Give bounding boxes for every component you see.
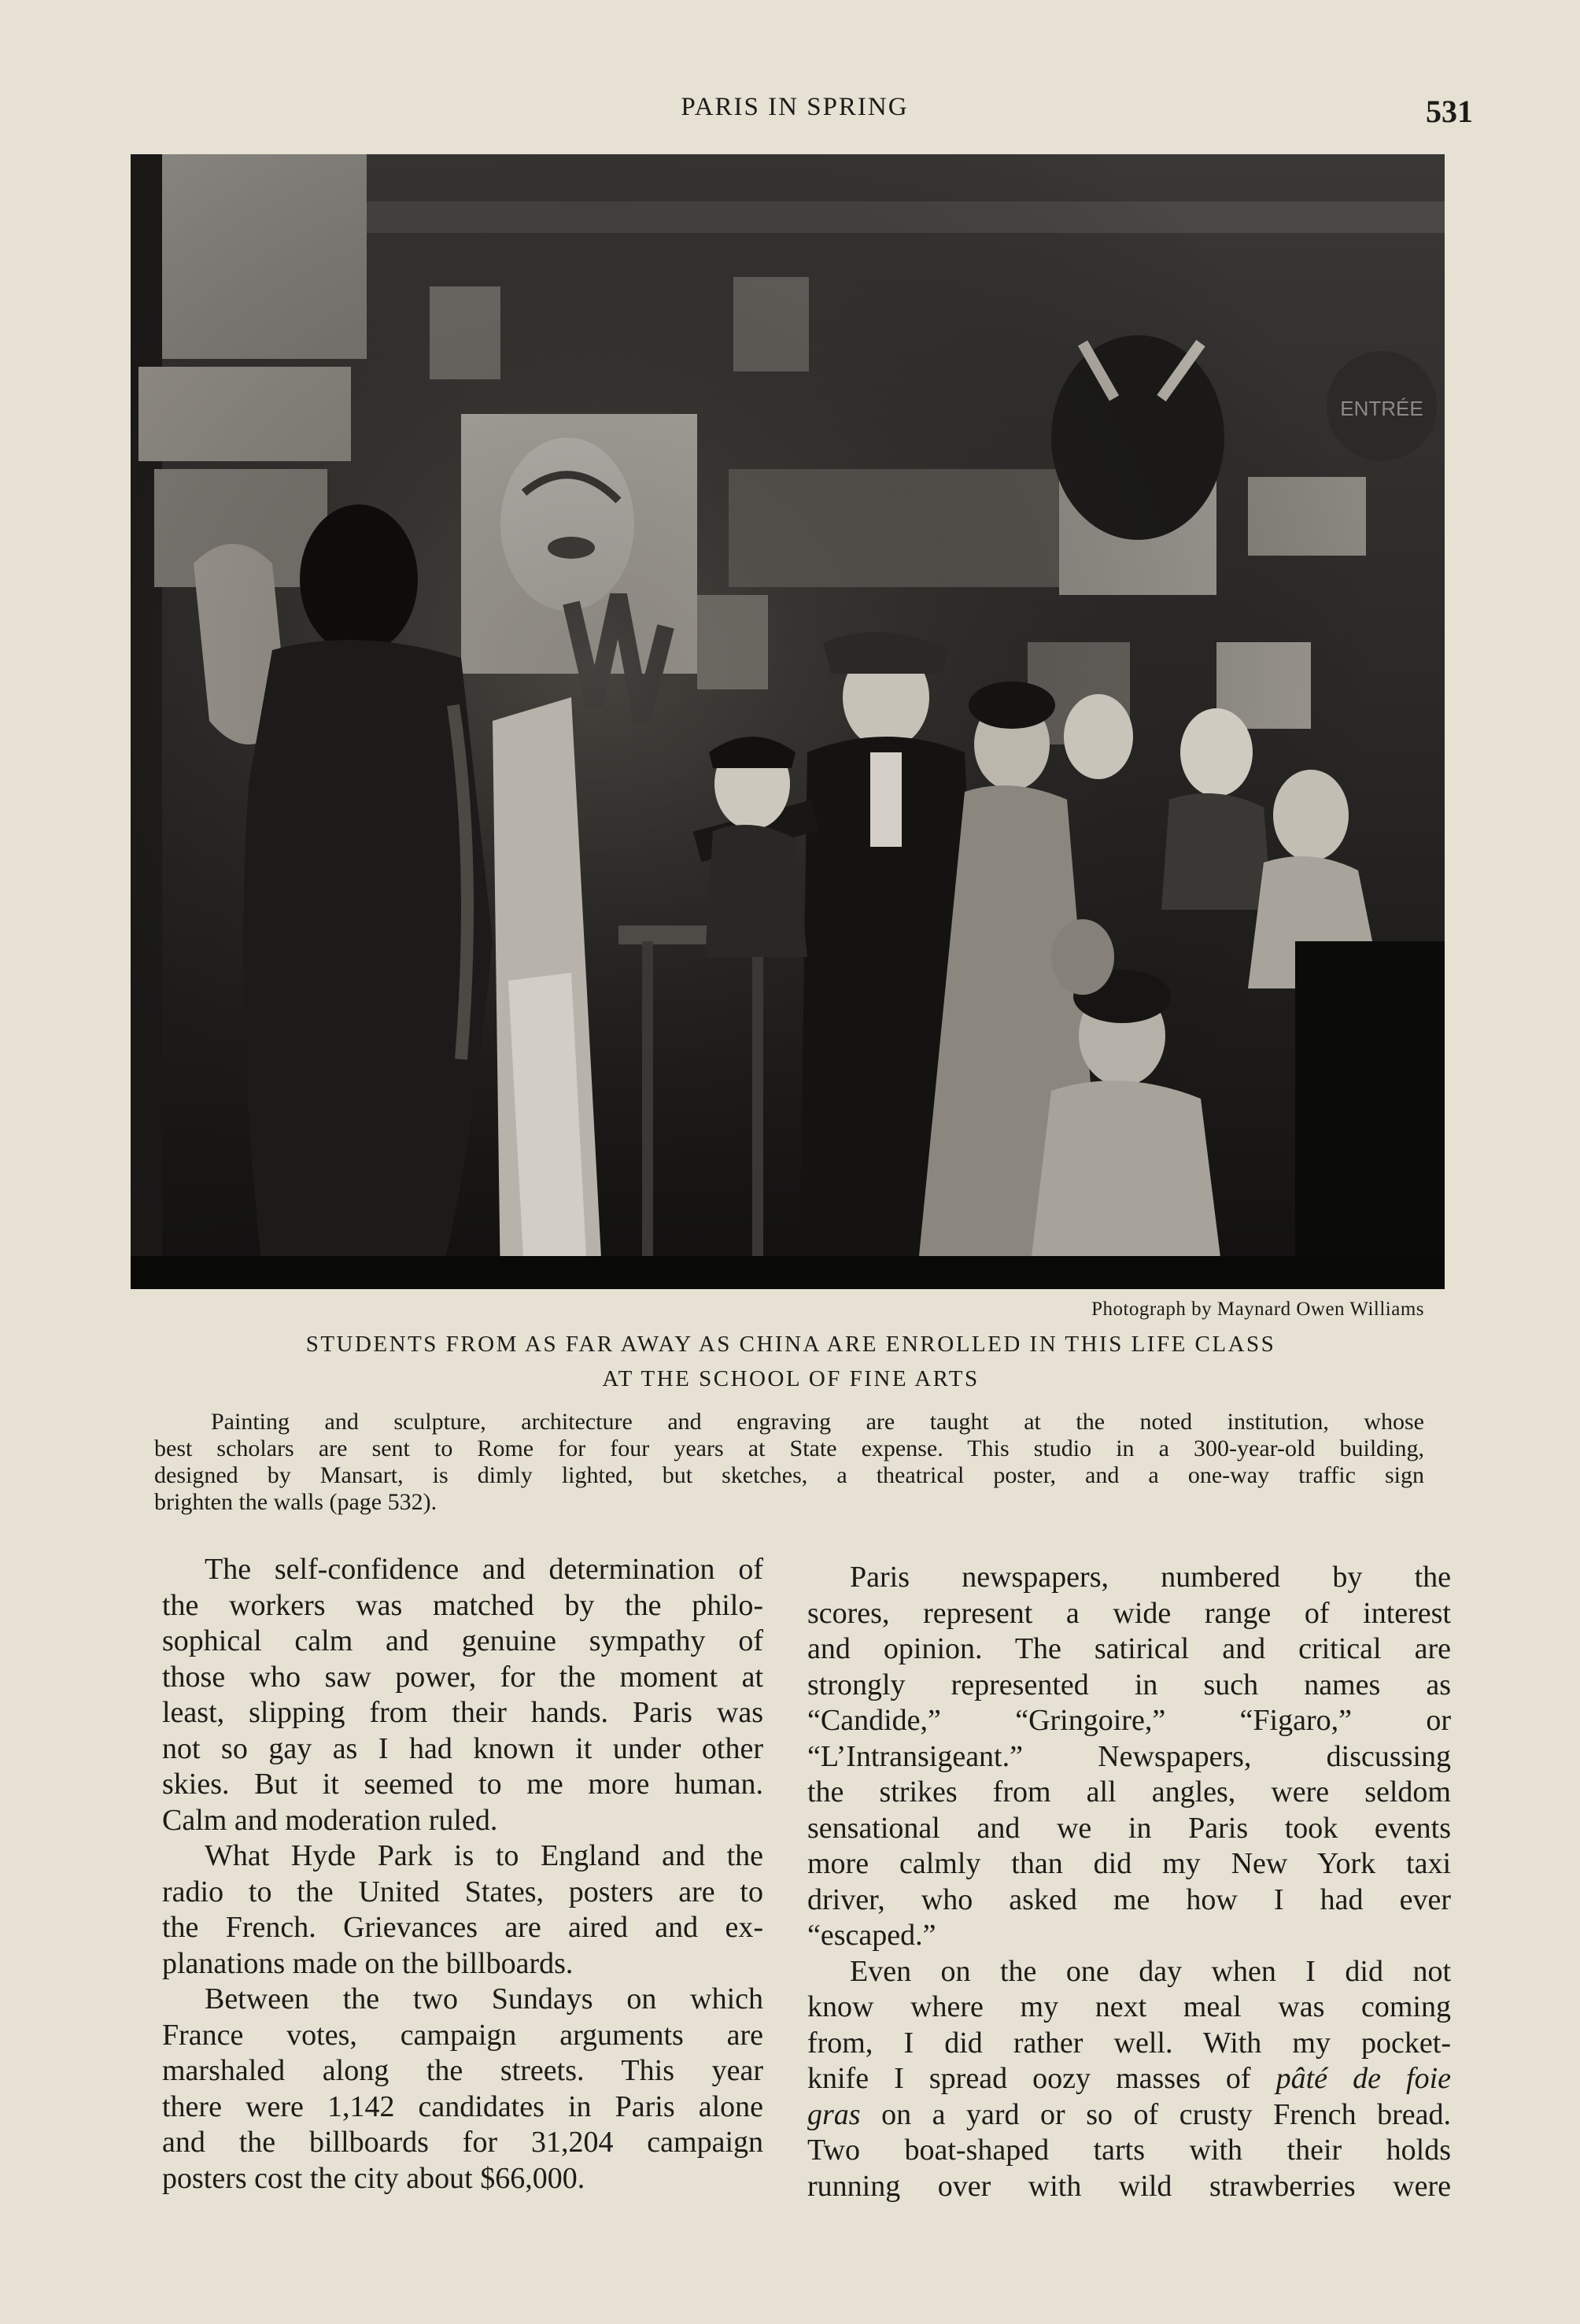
text-line: and opinion. The satirical and critical are <box>807 1632 1451 1665</box>
text-line: “Candide,” “Gringoire,” “Figaro,” or <box>807 1704 1451 1737</box>
text-line: France votes, campaign arguments are <box>162 2018 763 2052</box>
text-line: marshaled along the streets. This year <box>162 2054 763 2087</box>
caption-line: designed by Mansart, is dimly lighted, but sketches, a theatrical poster, and a one-way traffic sign <box>154 1462 1424 1488</box>
text-line: Between the two Sundays on which <box>205 1982 763 2015</box>
body-column-left <box>162 1552 763 2197</box>
text-line: Two boat-shaped tarts with their holds <box>807 2134 1451 2167</box>
caption-line: brighten the walls (page 532). <box>154 1489 437 1515</box>
text-line: Calm and moderation ruled. <box>162 1803 498 1837</box>
text-span: knife I spread oozy masses of <box>807 2062 1251 2095</box>
text-line: “escaped.” <box>807 1919 936 1952</box>
text-line: planations made on the billboards. <box>162 1946 574 1980</box>
text-line: least, slipping from their hands. Paris was <box>162 1696 763 1729</box>
text-line: driver, who asked me how I had ever <box>807 1882 1451 1916</box>
text-line: and the billboards for 31,204 campaign <box>162 2126 763 2159</box>
italic-term: gras <box>807 2097 861 2131</box>
text-line: Even on the one day when I did not <box>850 1954 1451 1988</box>
text-line: there were 1,142 candidates in Paris alone <box>162 2089 763 2123</box>
caption-body <box>154 1409 1424 1516</box>
text-line: sophical calm and genuine sympathy of <box>162 1624 763 1657</box>
photo-credit: Photograph by Maynard Owen Williams <box>1091 1299 1424 1320</box>
text-line: “L’Intransigeant.” Newspapers, discussing <box>807 1739 1451 1773</box>
text-line: know where my next meal was coming <box>807 1990 1451 2023</box>
text-line <box>807 2061 1451 2097</box>
text-line: What Hyde Park is to England and the <box>205 1839 763 1872</box>
photo-illustration <box>131 154 1445 1289</box>
text-line: radio to the United States, posters are to <box>162 1875 763 1908</box>
body-column-right <box>807 1560 1451 2204</box>
text-line: Paris newspapers, numbered by the <box>850 1561 1451 1594</box>
text-line: posters cost the city about $66,000. <box>162 2161 585 2195</box>
caption-title-line: AT THE SCHOOL OF FINE ARTS <box>602 1366 980 1391</box>
caption-line: best scholars are sent to Rome for four years at State expense. This studio in a 300-year-old building, <box>154 1435 1424 1461</box>
italic-term: pâté de foie <box>1275 2062 1451 2095</box>
text-line: the strikes from all angles, were seldom <box>807 1775 1451 1809</box>
text-line: sensational and we in Paris took events <box>807 1811 1451 1845</box>
text-line: those who saw power, for the moment at <box>162 1660 763 1694</box>
running-head: PARIS IN SPRING <box>681 93 909 121</box>
caption-line: Painting and sculpture, architecture and engraving are taught at the noted institution, whose <box>211 1409 1424 1435</box>
text-line: The self-confidence and determination of <box>205 1553 763 1586</box>
text-line: the French. Grievances are aired and ex- <box>162 1911 763 1944</box>
text-line <box>807 2097 1451 2134</box>
text-line: the workers was matched by the philo- <box>162 1588 763 1622</box>
text-line: not so gay as I had known it under other <box>162 1731 763 1765</box>
text-line: more calmly than did my New York taxi <box>807 1847 1451 1880</box>
page-number: 531 <box>1426 94 1473 129</box>
caption-title <box>142 1327 1440 1396</box>
text-line: skies. But it seemed to me more human. <box>162 1768 763 1801</box>
caption-title-line: STUDENTS FROM AS FAR AWAY AS CHINA ARE ENROLLED IN THIS LIFE CLASS <box>305 1332 1276 1357</box>
text-line: scores, represent a wide range of interest <box>807 1596 1451 1630</box>
text-span: on a yard or so of crusty French bread. <box>881 2097 1452 2131</box>
text-line: strongly represented in such names as <box>807 1668 1451 1701</box>
text-line: from, I did rather well. With my pocket- <box>807 2026 1451 2060</box>
text-line: running over with wild strawberries were <box>807 2169 1451 2203</box>
studio-photograph <box>131 154 1445 1289</box>
